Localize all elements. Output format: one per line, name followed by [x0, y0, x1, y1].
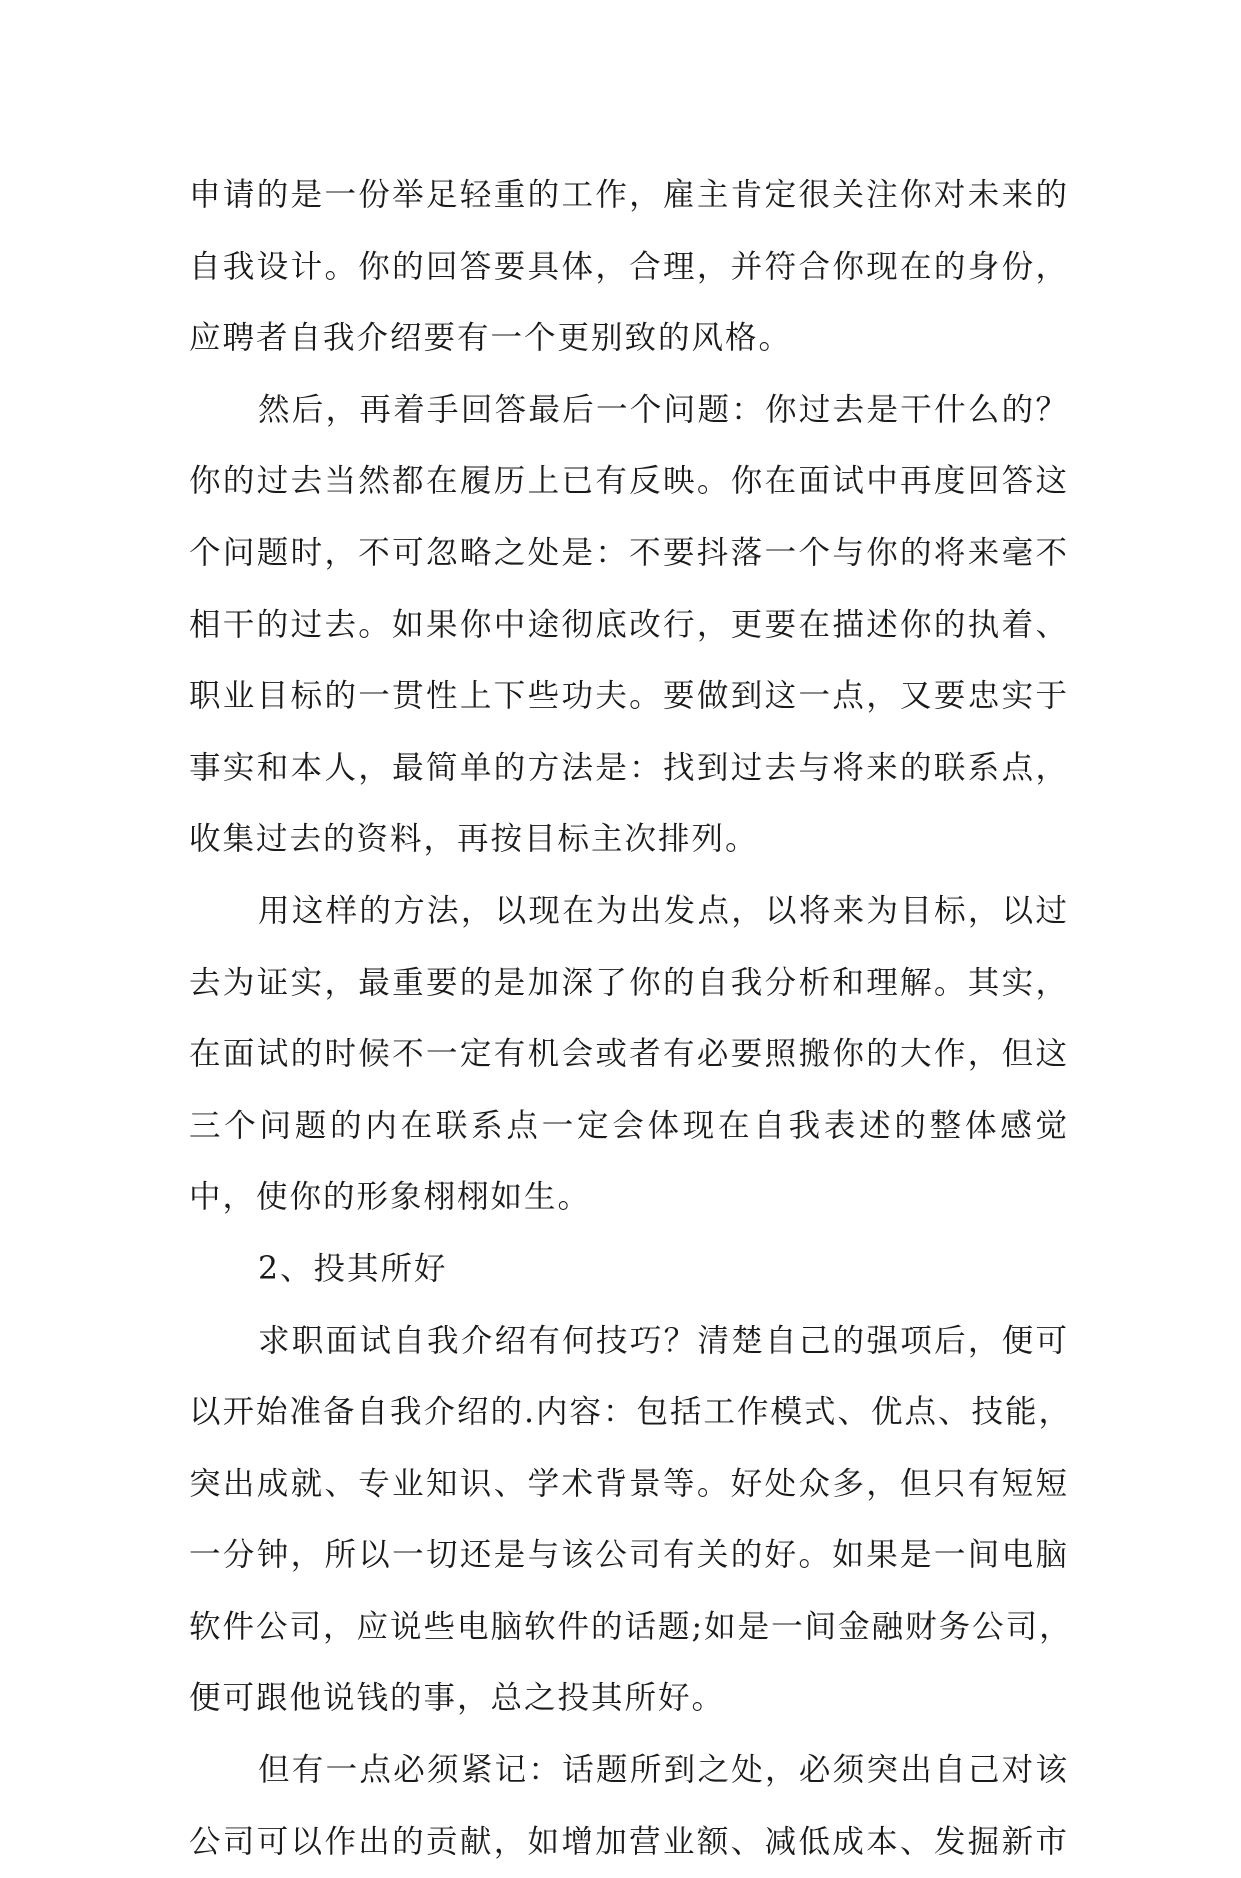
text-line: 突出成就、专业知识、学术背景等。好处众多，但只有短短 [189, 1465, 1069, 1502]
text-line: 自我设计。你的回答要具体，合理，并符合你现在的身份， [189, 248, 1069, 285]
text-line: 在面试的时候不一定有机会或者有必要照搬你的大作，但这 [189, 1036, 1069, 1073]
text-line: 三个问题的内在联系点一定会体现在自我表述的整体感觉 [189, 1107, 1069, 1144]
text-line: 以开始准备自我介绍的.内容：包括工作模式、优点、技能， [189, 1394, 1073, 1431]
text-line: 软件公司，应说些电脑软件的话题;如是一间金融财务公司， [189, 1608, 1073, 1645]
text-line: 申请的是一份举足轻重的工作，雇主肯定很关注你对未来的 [189, 177, 1069, 213]
text-line: 便可跟他说钱的事，总之投其所好。 [189, 1680, 726, 1717]
document-body [189, 160, 1073, 1878]
text-line: 职业目标的一贯性上下些功夫。要做到这一点，又要忠实于 [189, 678, 1069, 715]
text-line: 应聘者自我介绍要有一个更别致的风格。 [189, 320, 793, 357]
text-line: 去为证实，最重要的是加深了你的自我分析和理解。其实， [189, 964, 1069, 1001]
text-line: 公司可以作出的贡献，如增加营业额、减低成本、发掘新市 [189, 1823, 1069, 1860]
text-line: 中，使你的形象栩栩如生。 [189, 1179, 592, 1216]
text-line: 相干的过去。如果你中途彻底改行，更要在描述你的执着、 [189, 606, 1069, 643]
text-line: 事实和本人，最简单的方法是：找到过去与将来的联系点， [189, 749, 1069, 786]
text-line: 你的过去当然都在履历上已有反映。你在面试中再度回答这 [189, 463, 1069, 500]
text-line: 但有一点必须紧记：话题所到之处，必须突出自己对该 [258, 1752, 1069, 1789]
text-line: 求职面试自我介绍有何技巧？清楚自己的强项后，便可 [258, 1322, 1069, 1359]
text-line: 一分钟，所以一切还是与该公司有关的好。如果是一间电脑 [189, 1537, 1069, 1574]
text-line: 用这样的方法，以现在为出发点，以将来为目标，以过 [258, 892, 1069, 929]
section-heading: 2、投其所好 [258, 1250, 448, 1287]
text-line: 然后，再着手回答最后一个问题：你过去是干什么的？ [258, 391, 1069, 428]
text-line: 收集过去的资料，再按目标主次排列。 [189, 821, 759, 858]
text-line: 个问题时，不可忽略之处是：不要抖落一个与你的将来毫不 [189, 534, 1069, 571]
